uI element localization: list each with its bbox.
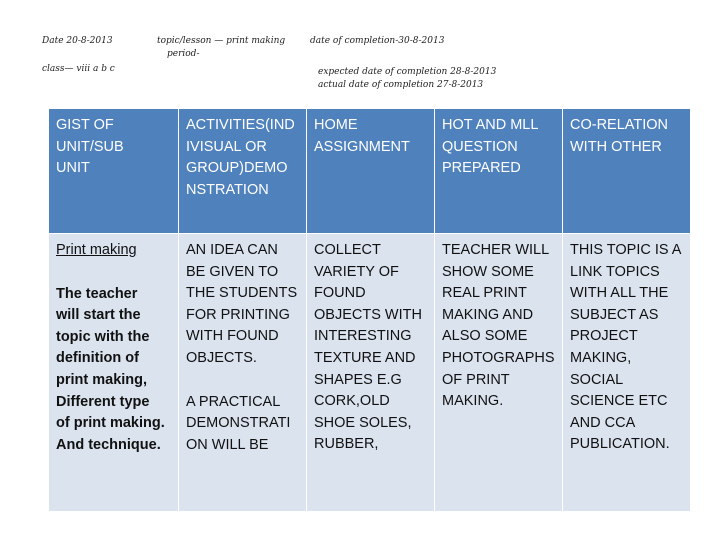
lesson-plan-table (48, 108, 691, 512)
cell-activities (179, 234, 307, 512)
period-label: period- (167, 49, 200, 59)
header-home-assignment: HOME ASSIGNMENT (307, 109, 435, 234)
cell-home-assignment: COLLECT VARIETY OF FOUND OBJECTS WITH INTERESTING TEXTURE AND SHAPES E.G CORK,OLD SHOE SOLES, RUBBER, (307, 234, 435, 512)
table-row (49, 234, 691, 512)
date-label: Date 20-8-2013 (42, 36, 113, 46)
cell-corelation: THIS TOPIC IS A LINK TOPICS WITH ALL THE SUBJECT AS PROJECT MAKING, SOCIAL SCIENCE ETC AND CCA PUBLICATION. (563, 234, 691, 512)
date-of-completion-label: date of completion-30-8-2013 (310, 36, 445, 46)
header-gist: GIST OF UNIT/SUB UNIT (49, 109, 179, 234)
header-corelation: CO-RELATION WITH OTHER (563, 109, 691, 234)
header-hot-mll: HOT AND MLL QUESTION PREPARED (435, 109, 563, 234)
gist-title: Print making (56, 242, 137, 258)
activity-demonstration: A PRACTICAL DEMONSTRATI ON WILL BE (186, 393, 291, 453)
expected-completion-label: expected date of completion 28-8-2013 (318, 67, 497, 77)
cell-hot-mll: TEACHER WILL SHOW SOME REAL PRINT MAKING AND ALSO SOME PHOTOGRAPHS OF PRINT MAKING. (435, 234, 563, 512)
gist-description: The teacher will start the topic with the definition of print making, Different type of print making. And technique. (56, 285, 165, 453)
topic-lesson-label: topic/lesson — print making (157, 36, 286, 46)
class-label: class— viii a b c (42, 64, 115, 74)
header-activities: ACTIVITIES(IND IVISUAL OR GROUP)DEMO NSTRATION (179, 109, 307, 234)
table-header-row (49, 109, 691, 234)
actual-completion-label: actual date of completion 27-8-2013 (318, 80, 484, 90)
cell-gist (49, 234, 179, 512)
activity-idea: AN IDEA CAN BE GIVEN TO THE STUDENTS FOR PRINTING WITH FOUND OBJECTS. (186, 242, 298, 366)
